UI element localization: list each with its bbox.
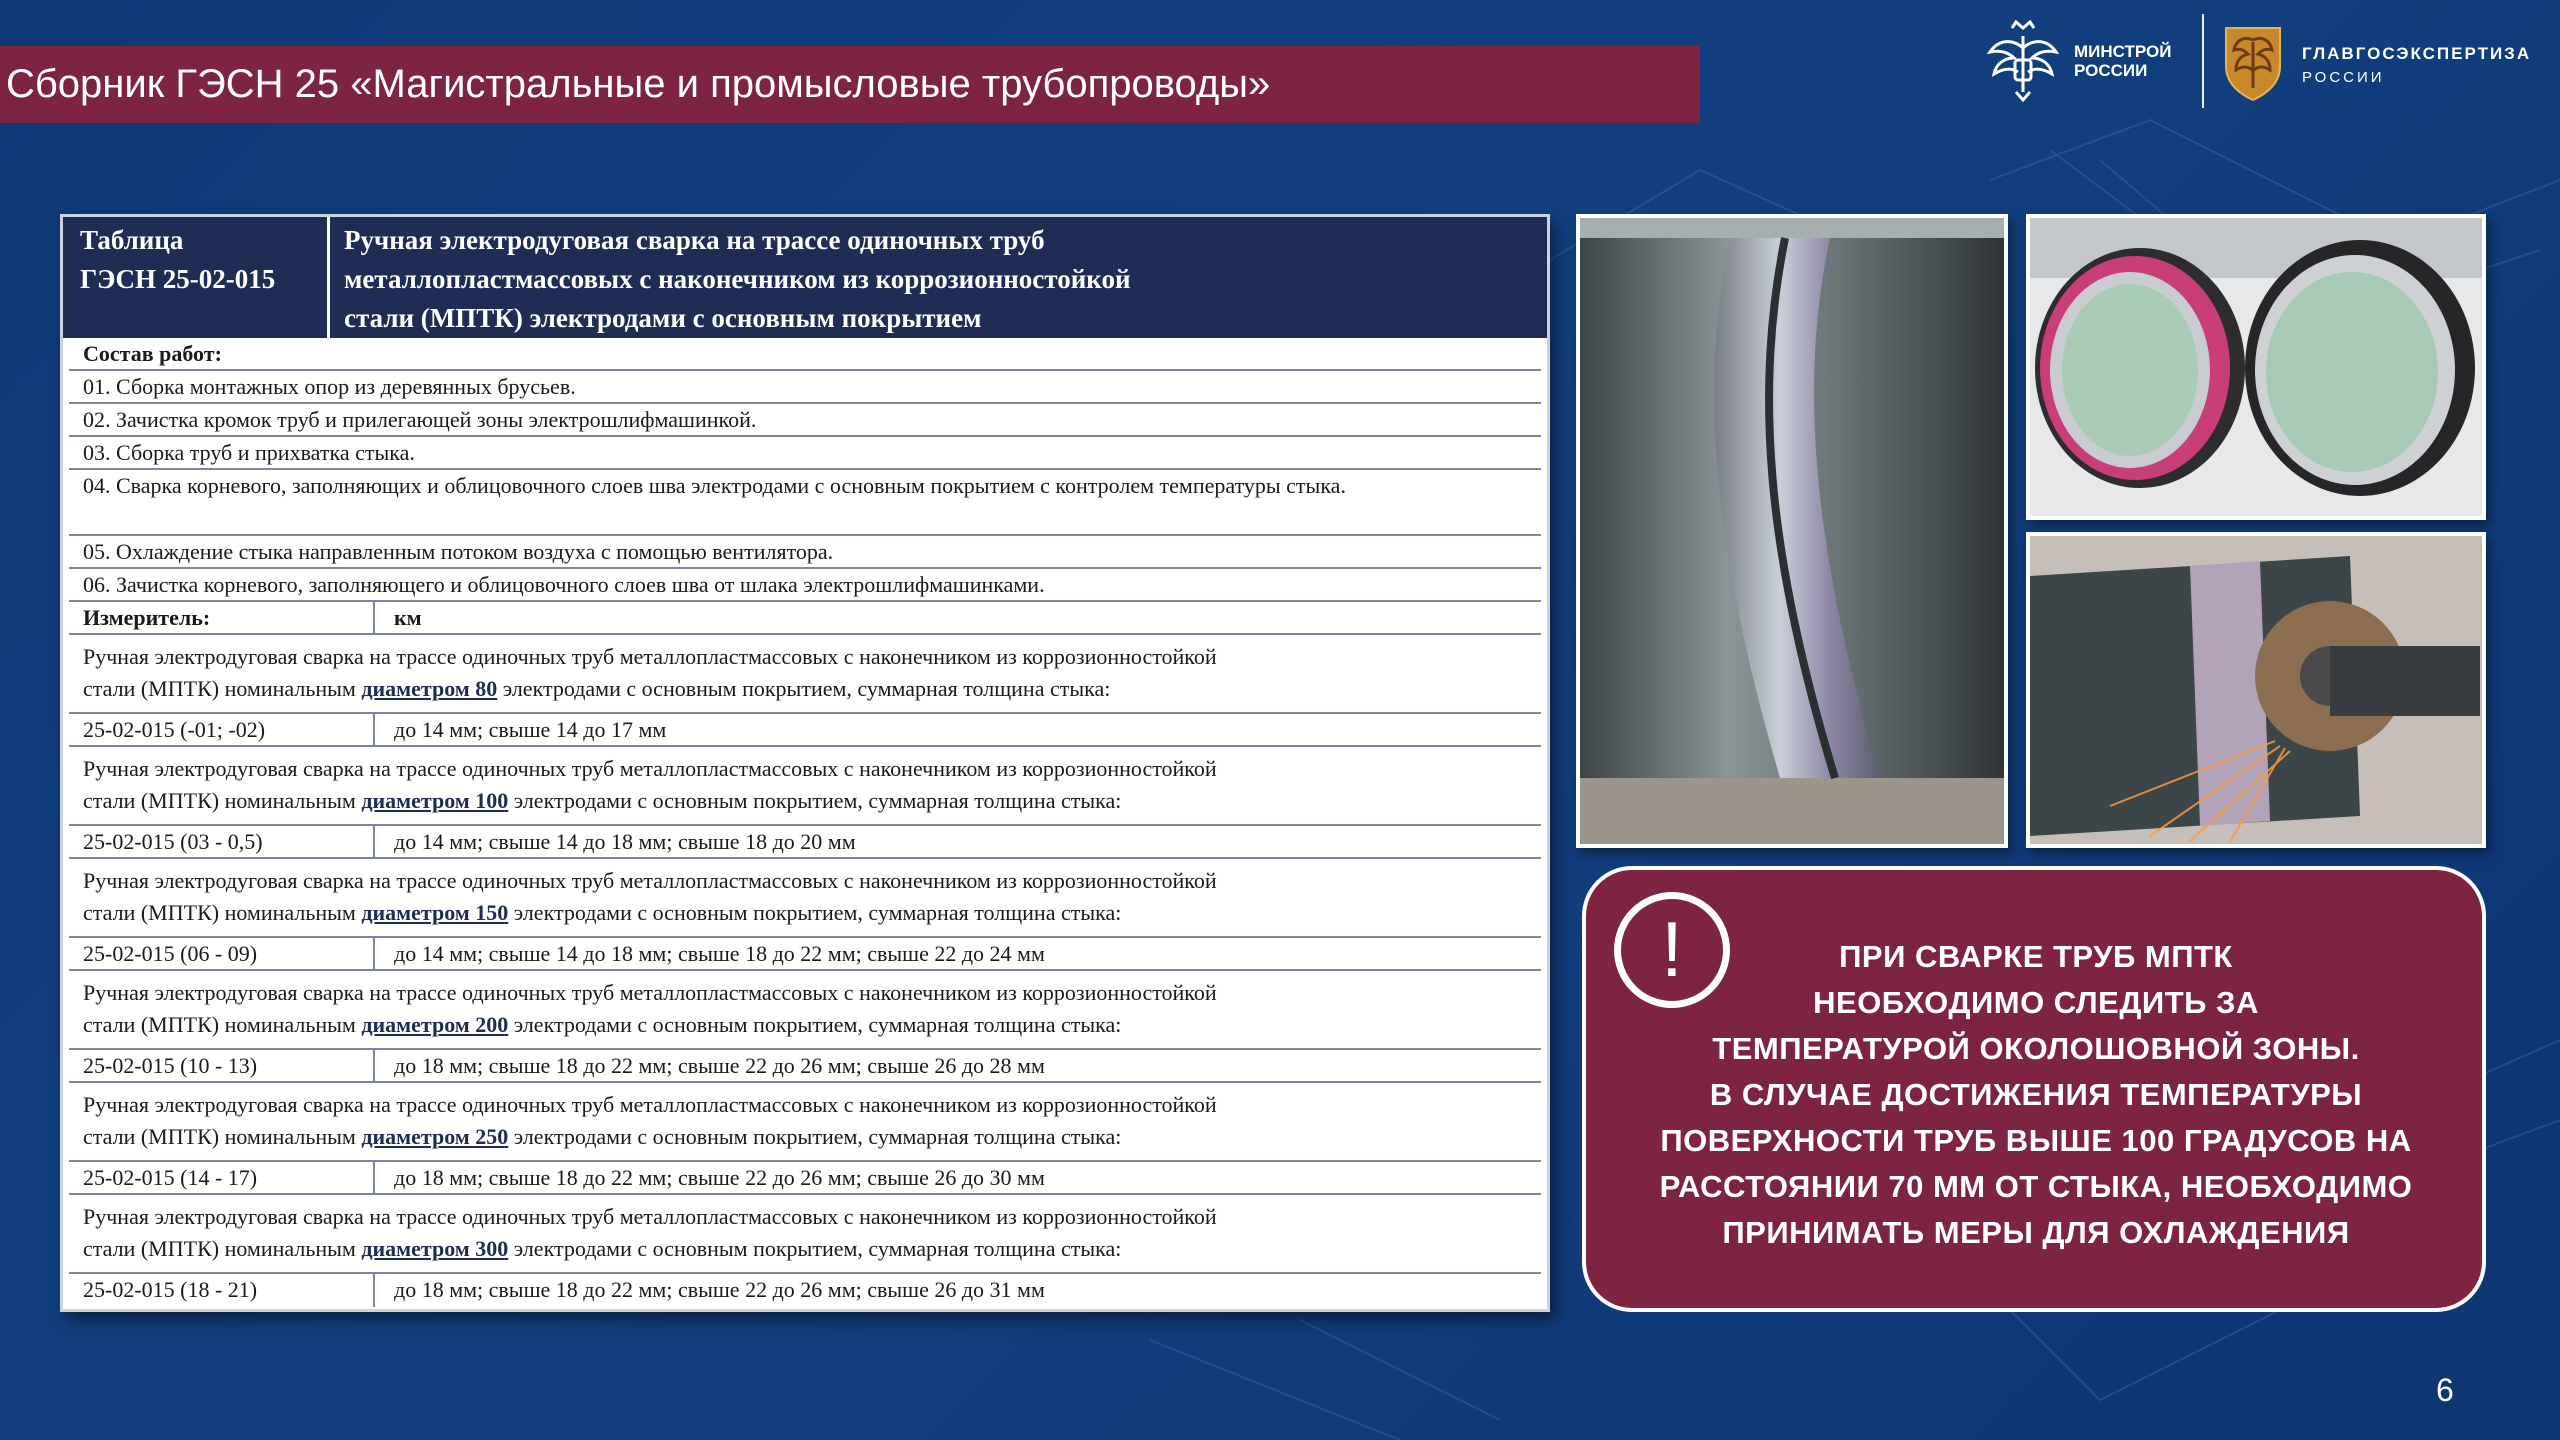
work-item: 03. Сборка труб и прихватка стыка. (69, 437, 1541, 470)
group-post: электродами с основным покрытием, суммарная толщина стыка: (497, 676, 1111, 701)
table-title-line1: Ручная электродуговая сварка на трассе одиночных труб (344, 225, 1045, 255)
table-group-description (69, 635, 1541, 714)
photo-grinding (2026, 532, 2486, 848)
warning-line: ПОВЕРХНОСТИ ТРУБ ВЫШЕ 100 ГРАДУСОВ НА (1660, 1123, 2412, 1158)
table-body (63, 338, 1547, 1307)
table-code-line2: ГЭСН 25-02-015 (80, 264, 276, 294)
glavgosexpertiza-logo-text (2302, 42, 2531, 90)
group-pre: стали (МПТК) номинальным (83, 1124, 362, 1149)
group-line1: Ручная электродуговая сварка на трассе одиночных труб металлопластмассовых с наконечником из коррозионностойкой (83, 756, 1217, 781)
table-title (344, 221, 1524, 338)
table-row (69, 1274, 1541, 1307)
group-pre: стали (МПТК) номинальным (83, 900, 362, 925)
table-group-description (69, 1195, 1541, 1274)
row-code: 25-02-015 (-01; -02) (83, 717, 266, 742)
warning-line: НЕОБХОДИМО СЛЕДИТЬ ЗА (1813, 985, 2259, 1020)
grinding-illustration (2030, 536, 2482, 844)
row-values: до 14 мм; свыше 14 до 17 мм (394, 717, 667, 742)
photo-weld-seam (1576, 214, 2008, 848)
work-item: 02. Зачистка кромок труб и прилегающей зоны электрошлифмашинкой. (69, 404, 1541, 437)
glavgosexpertiza-emblem-icon (2218, 22, 2288, 102)
table-group-description (69, 747, 1541, 826)
diameter-label: диаметром 250 (361, 1124, 509, 1149)
warning-text (1636, 934, 2436, 1256)
warning-line: РАССТОЯНИИ 70 ММ ОТ СТЫКА, НЕОБХОДИМО (1659, 1169, 2413, 1204)
column-divider (373, 1162, 375, 1195)
group-line2 (83, 1121, 1527, 1153)
row-code: 25-02-015 (14 - 17) (83, 1165, 258, 1190)
table-group-description (69, 859, 1541, 938)
page-number: 6 (2436, 1372, 2454, 1408)
work-item: 01. Сборка монтажных опор из деревянных брусьев. (69, 371, 1541, 404)
group-line1: Ручная электродуговая сварка на трассе одиночных труб металлопластмассовых с наконечником из коррозионностойкой (83, 644, 1217, 669)
table-code-line1: Таблица (80, 225, 184, 255)
table-group-description (69, 971, 1541, 1050)
glav-line2: РОССИИ (2302, 69, 2385, 86)
group-pre: стали (МПТК) номинальным (83, 1012, 362, 1037)
group-pre: стали (МПТК) номинальным (83, 676, 362, 701)
table-title-line2: металлопластмассовых с наконечником из коррозионностойкой (344, 264, 1131, 294)
column-divider (373, 602, 375, 635)
exclamation-icon: ! (1614, 892, 1730, 1008)
warning-callout (1582, 866, 2486, 1312)
group-post: электродами с основным покрытием, суммарная толщина стыка: (508, 1012, 1122, 1037)
row-code: 25-02-015 (03 - 0,5) (83, 829, 263, 854)
group-line2 (83, 1009, 1527, 1041)
table-row (69, 826, 1541, 859)
row-code: 25-02-015 (10 - 13) (83, 1053, 258, 1078)
diameter-label: диаметром 200 (361, 1012, 509, 1037)
row-values: до 18 мм; свыше 18 до 22 мм; свыше 22 до 26 мм; свыше 26 до 30 мм (394, 1165, 1045, 1190)
work-item: 04. Сварка корневого, заполняющих и облицовочного слоев шва электродами с основным покрытием с контролем температуры стыка. (69, 470, 1541, 536)
glav-line1: ГЛАВГОСЭКСПЕРТИЗА (2302, 44, 2532, 63)
header-divider (327, 217, 330, 338)
measure-row (69, 602, 1541, 635)
pipe-ends-illustration (2030, 218, 2482, 516)
row-values: до 18 мм; свыше 18 до 22 мм; свыше 22 до 26 мм; свыше 26 до 31 мм (394, 1277, 1045, 1302)
table-header (63, 217, 1547, 338)
gesn-table (60, 214, 1550, 1312)
slide-title: Сборник ГЭСН 25 «Магистральные и промысловые трубопроводы» (6, 62, 1271, 106)
row-values: до 14 мм; свыше 14 до 18 мм; свыше 18 до 20 мм (394, 829, 856, 854)
warning-line: ПРИНИМАТЬ МЕРЫ ДЛЯ ОХЛАЖДЕНИЯ (1722, 1215, 2350, 1250)
group-line1: Ручная электродуговая сварка на трассе одиночных труб металлопластмассовых с наконечником из коррозионностойкой (83, 980, 1217, 1005)
table-row (69, 938, 1541, 971)
works-label: Состав работ: (69, 338, 1541, 371)
group-line2 (83, 1233, 1527, 1265)
table-code (80, 221, 340, 299)
measure-unit: км (394, 605, 422, 630)
minstroy-logo-text (2074, 42, 2171, 80)
column-divider (373, 826, 375, 859)
column-divider (373, 1050, 375, 1083)
group-line2 (83, 785, 1527, 817)
table-row (69, 1162, 1541, 1195)
group-post: электродами с основным покрытием, суммарная толщина стыка: (508, 1124, 1122, 1149)
row-code: 25-02-015 (06 - 09) (83, 941, 258, 966)
column-divider (373, 1274, 375, 1307)
group-post: электродами с основным покрытием, суммарная толщина стыка: (508, 1236, 1122, 1261)
group-pre: стали (МПТК) номинальным (83, 1236, 362, 1261)
table-group-description (69, 1083, 1541, 1162)
group-line2 (83, 673, 1527, 705)
row-code: 25-02-015 (18 - 21) (83, 1277, 258, 1302)
work-item: 06. Зачистка корневого, заполняющего и облицовочного слоев шва от шлака электрошлифмашинками. (69, 569, 1541, 602)
column-divider (373, 714, 375, 747)
group-pre: стали (МПТК) номинальным (83, 788, 362, 813)
diameter-label: диаметром 100 (361, 788, 509, 813)
table-title-line3: стали (МПТК) электродами с основным покрытием (344, 303, 982, 333)
double-headed-eagle-icon (1984, 18, 2062, 104)
group-line1: Ручная электродуговая сварка на трассе одиночных труб металлопластмассовых с наконечником из коррозионностойкой (83, 868, 1217, 893)
group-line2 (83, 897, 1527, 929)
row-values: до 18 мм; свыше 18 до 22 мм; свыше 22 до 26 мм; свыше 26 до 28 мм (394, 1053, 1045, 1078)
diameter-label: диаметром 80 (361, 676, 498, 701)
logo-divider (2202, 14, 2204, 108)
warning-line: ПРИ СВАРКЕ ТРУБ МПТК (1839, 939, 2233, 974)
row-values: до 14 мм; свыше 14 до 18 мм; свыше 18 до 22 мм; свыше 22 до 24 мм (394, 941, 1045, 966)
minstroy-line1: МИНСТРОЙ (2074, 42, 2172, 61)
group-post: электродами с основным покрытием, суммарная толщина стыка: (508, 900, 1122, 925)
group-line1: Ручная электродуговая сварка на трассе одиночных труб металлопластмассовых с наконечником из коррозионностойкой (83, 1204, 1217, 1229)
diameter-label: диаметром 150 (361, 900, 509, 925)
measure-label: Измеритель: (83, 605, 211, 630)
column-divider (373, 938, 375, 971)
weld-seam-illustration (1580, 218, 2004, 844)
photo-pipe-ends (2026, 214, 2486, 520)
minstroy-line2: РОССИИ (2074, 61, 2148, 80)
warning-line: ТЕМПЕРАТУРОЙ ОКОЛОШОВНОЙ ЗОНЫ. (1712, 1031, 2360, 1066)
header-logos (1984, 14, 2532, 110)
work-item: 05. Охлаждение стыка направленным потоком воздуха с помощью вентилятора. (69, 536, 1541, 569)
group-post: электродами с основным покрытием, суммарная толщина стыка: (508, 788, 1122, 813)
table-row (69, 714, 1541, 747)
group-line1: Ручная электродуговая сварка на трассе одиночных труб металлопластмассовых с наконечником из коррозионностойкой (83, 1092, 1217, 1117)
title-banner (0, 46, 1700, 123)
table-row (69, 1050, 1541, 1083)
diameter-label: диаметром 300 (361, 1236, 509, 1261)
warning-line: В СЛУЧАЕ ДОСТИЖЕНИЯ ТЕМПЕРАТУРЫ (1709, 1077, 2363, 1112)
